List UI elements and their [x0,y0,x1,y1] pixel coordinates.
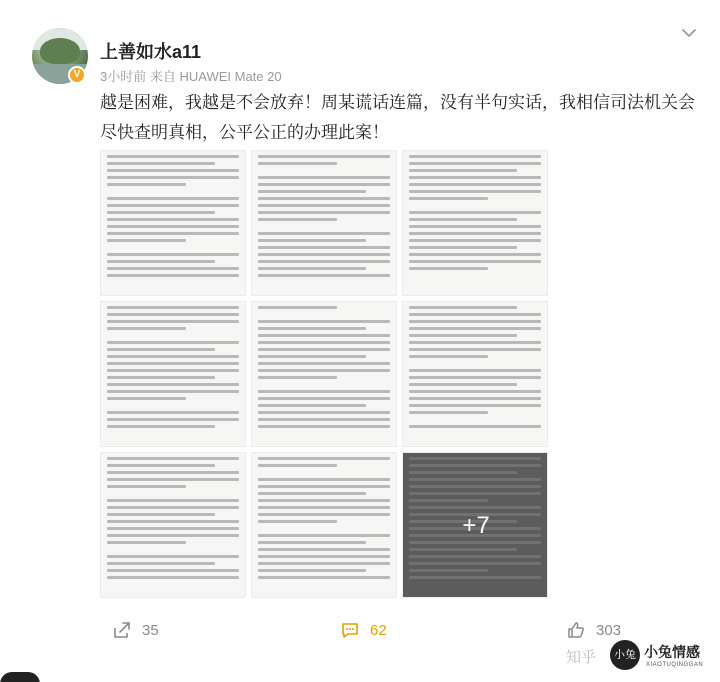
document-text-line [409,253,541,256]
share-count: 35 [142,621,159,639]
document-text-line [409,190,541,193]
document-text-line [258,162,337,165]
document-text-line [107,418,239,421]
document-text-line [107,169,239,172]
document-text-line [409,239,541,242]
document-text-line [258,541,366,544]
image-thumbnail[interactable] [402,150,548,296]
document-text-line [258,169,390,172]
document-text-line [409,320,541,323]
comment-count: 62 [370,621,387,639]
document-text-line [107,190,239,193]
document-text-line [258,527,390,530]
document-text-line [409,362,541,365]
document-text-line [107,562,215,565]
document-text-line [107,348,215,351]
share-icon [112,620,132,640]
document-text-line [107,527,239,530]
document-text-line [107,506,239,509]
document-text-line [107,383,239,386]
document-text-line [107,397,186,400]
document-text-line [107,260,215,263]
document-text-line [107,253,239,256]
document-text-line [107,457,239,460]
document-page [107,306,239,442]
document-text-line [107,541,186,544]
document-text-line [258,320,390,323]
document-page [258,306,390,442]
document-text-line [258,397,390,400]
document-text-line [107,471,239,474]
avatar-tree [40,38,80,64]
document-text-line [107,520,239,523]
source-prefix: 来自 [149,69,176,84]
document-text-line [258,411,390,414]
document-text-line [258,355,366,358]
image-thumbnail[interactable] [100,301,246,447]
document-text-line [258,485,390,488]
image-thumbnail[interactable] [402,301,548,447]
document-text-line [409,211,541,214]
document-text-line [409,218,517,221]
document-text-line [258,555,390,558]
document-text-line [107,197,239,200]
document-text-line [409,397,541,400]
share-button[interactable] [112,620,159,640]
document-text-line [258,274,390,277]
document-page [107,457,239,593]
document-text-line [258,520,337,523]
document-text-line [258,197,390,200]
image-thumbnail[interactable] [100,150,246,296]
document-text-line [258,513,390,516]
document-text-line [107,155,239,158]
document-page [409,306,541,442]
document-text-line [107,218,239,221]
document-page [409,155,541,291]
document-text-line [258,334,390,337]
next-post-avatar[interactable] [0,672,40,682]
document-text-line [258,492,366,495]
document-text-line [258,562,390,565]
document-text-line [258,548,390,551]
document-text-line [107,513,215,516]
document-text-line [409,425,541,428]
document-page [258,155,390,291]
document-text-line [107,211,215,214]
device-name: HUAWEI Mate 20 [179,69,282,84]
document-text-line [107,204,239,207]
document-text-line [258,576,390,579]
image-thumbnail[interactable] [251,301,397,447]
document-text-line [409,411,488,414]
document-text-line [409,155,541,158]
document-page [258,457,390,593]
document-text-line [258,499,390,502]
document-text-line [258,534,390,537]
comment-icon [340,620,360,640]
document-text-line [107,267,239,270]
document-text-line [409,369,541,372]
document-text-line [258,425,390,428]
document-text-line [107,355,239,358]
like-count: 303 [596,621,622,639]
document-text-line [409,197,488,200]
document-text-line [107,176,239,179]
document-text-line [258,404,366,407]
post-time: 3小时前 [100,69,147,84]
document-text-line [107,478,239,481]
document-text-line [107,327,186,330]
document-text-line [107,425,215,428]
document-text-line [409,267,488,270]
document-text-line [409,306,517,309]
chevron-down-icon[interactable] [680,24,698,42]
document-text-line [258,232,390,235]
verified-badge: V [68,66,86,84]
image-thumbnail[interactable] [251,452,397,598]
document-text-line [107,225,239,228]
document-text-line [258,253,390,256]
document-text-line [258,506,390,509]
document-text-line [258,457,390,460]
document-text-line [409,183,541,186]
document-text-line [409,169,517,172]
document-text-line [258,418,390,421]
document-page [107,155,239,291]
document-text-line [107,239,186,242]
watermark-logo: 小兔 [610,640,640,670]
document-text-line [107,464,215,467]
document-text-line [258,306,337,309]
like-button[interactable] [566,620,621,640]
document-text-line [409,383,517,386]
document-text-line [409,390,541,393]
watermark-title: 小兔情感 [644,644,700,660]
document-text-line [409,162,541,165]
document-text-line [258,190,366,193]
document-text-line [258,327,366,330]
username[interactable]: 上善如水a11 [100,42,202,62]
document-text-line [107,313,239,316]
document-text-line [258,225,390,228]
zhihu-watermark: 知乎 [566,649,597,666]
document-text-line [258,218,337,221]
document-text-line [258,155,390,158]
document-text-line [258,267,366,270]
document-text-line [107,246,239,249]
document-text-line [409,246,517,249]
document-text-line [409,260,541,263]
image-thumbnail[interactable] [251,150,397,296]
document-text-line [107,274,239,277]
document-text-line [107,576,239,579]
document-text-line [258,369,390,372]
document-text-line [107,306,239,309]
document-text-line [107,499,239,502]
watermark [566,640,716,676]
document-text-line [258,239,366,242]
document-text-line [409,327,541,330]
document-text-line [258,204,390,207]
more-images-count: +7 [403,453,548,598]
document-text-line [258,569,366,572]
document-text-line [409,176,541,179]
document-text-line [107,548,239,551]
document-text-line [107,162,215,165]
document-text-line [258,362,390,365]
document-text-line [258,464,337,467]
document-text-line [409,418,541,421]
document-text-line [107,341,239,344]
document-text-line [409,404,541,407]
image-thumbnail-more[interactable] [402,452,548,598]
document-text-line [258,176,390,179]
document-text-line [258,183,390,186]
thumbs-up-icon [566,620,586,640]
post-meta [100,66,282,85]
document-text-line [107,362,239,365]
document-text-line [107,569,239,572]
document-text-line [258,383,390,386]
watermark-subtitle: XIAOTUQINGGAN [646,662,704,668]
document-text-line [409,348,541,351]
document-text-line [107,534,239,537]
document-text-line [409,204,541,207]
document-text-line [107,390,239,393]
document-text-line [258,211,390,214]
document-text-line [258,376,337,379]
document-text-line [258,390,390,393]
document-text-line [258,313,390,316]
document-text-line [409,232,541,235]
document-text-line [107,376,215,379]
document-text-line [107,485,186,488]
document-text-line [107,334,239,337]
document-text-line [258,260,390,263]
document-text-line [258,471,390,474]
document-text-line [409,355,488,358]
post-header [0,0,720,96]
document-text-line [107,404,239,407]
image-thumbnail[interactable] [100,452,246,598]
document-text-line [107,492,239,495]
document-text-line [409,225,541,228]
document-text-line [107,232,239,235]
document-text-line [258,478,390,481]
document-text-line [409,376,541,379]
post-text: 越是困难，我越是不会放弃！周某谎话连篇，没有半句实话，我相信司法机关会尽快查明真相，公平公正的办理此案！ [100,93,695,142]
document-text-line [409,341,541,344]
document-text-line [409,274,541,277]
image-grid [100,150,548,600]
comment-button[interactable] [340,620,387,640]
document-text-line [107,369,239,372]
document-text-line [409,334,517,337]
document-text-line [107,320,239,323]
document-text-line [258,341,390,344]
document-text-line [107,555,239,558]
document-text-line [107,183,186,186]
document-text-line [258,348,390,351]
document-text-line [258,246,390,249]
document-text-line [107,411,239,414]
document-text-line [409,313,541,316]
